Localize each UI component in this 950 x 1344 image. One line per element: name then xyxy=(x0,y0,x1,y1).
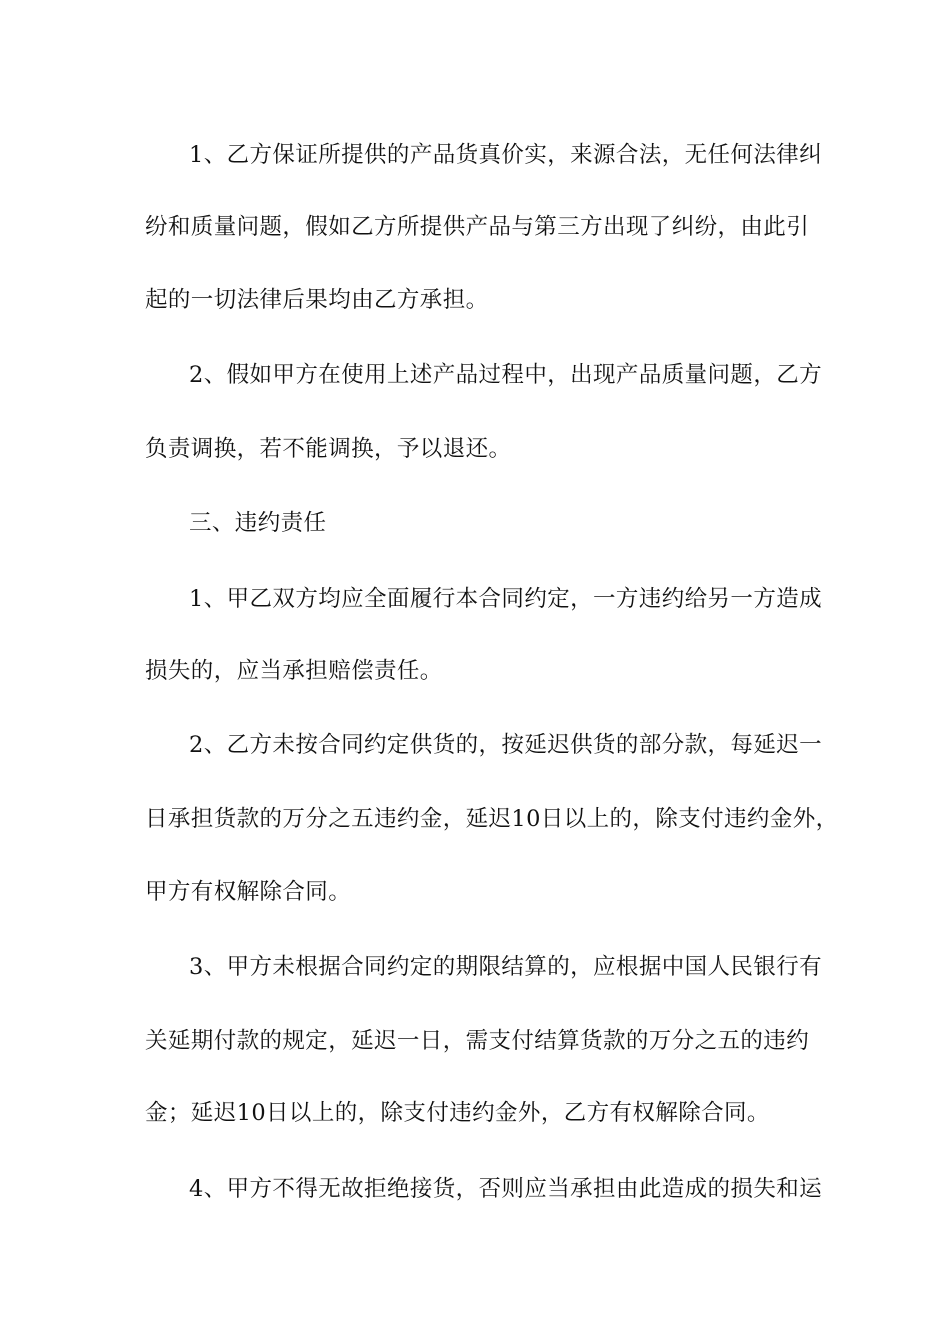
paragraph-line: 金；延迟10日以上的，除支付违约金外，乙方有权解除合同。 xyxy=(145,1100,770,1126)
paragraph-line: 1、甲乙双方均应全面履行本合同约定，一方违约给另一方造成 xyxy=(189,586,823,612)
paragraph-line: 关延期付款的规定，延迟一日，需支付结算货款的万分之五的违约 xyxy=(145,1028,810,1054)
paragraph-line: 2、乙方未按合同约定供货的，按延迟供货的部分款，每延迟一 xyxy=(189,732,823,758)
paragraph-line: 日承担货款的万分之五违约金，延迟10日以上的，除支付违约金外， xyxy=(145,806,839,832)
paragraph-line: 2、假如甲方在使用上述产品过程中，出现产品质量问题，乙方 xyxy=(189,362,823,388)
paragraph-line: 纷和质量问题，假如乙方所提供产品与第三方出现了纠纷，由此引 xyxy=(145,214,810,240)
paragraph-line: 起的一切法律后果均由乙方承担。 xyxy=(145,287,489,313)
paragraph-line: 损失的，应当承担赔偿责任。 xyxy=(145,658,443,684)
paragraph-line: 3、甲方未根据合同约定的期限结算的，应根据中国人民银行有 xyxy=(189,954,823,980)
paragraph-line: 甲方有权解除合同。 xyxy=(145,879,352,905)
paragraph-line: 1、乙方保证所提供的产品货真价实，来源合法，无任何法律纠 xyxy=(189,142,823,168)
section-heading: 三、违约责任 xyxy=(189,510,327,536)
paragraph-line: 4、甲方不得无故拒绝接货，否则应当承担由此造成的损失和运 xyxy=(189,1176,823,1202)
paragraph-line: 负责调换，若不能调换，予以退还。 xyxy=(145,436,512,462)
